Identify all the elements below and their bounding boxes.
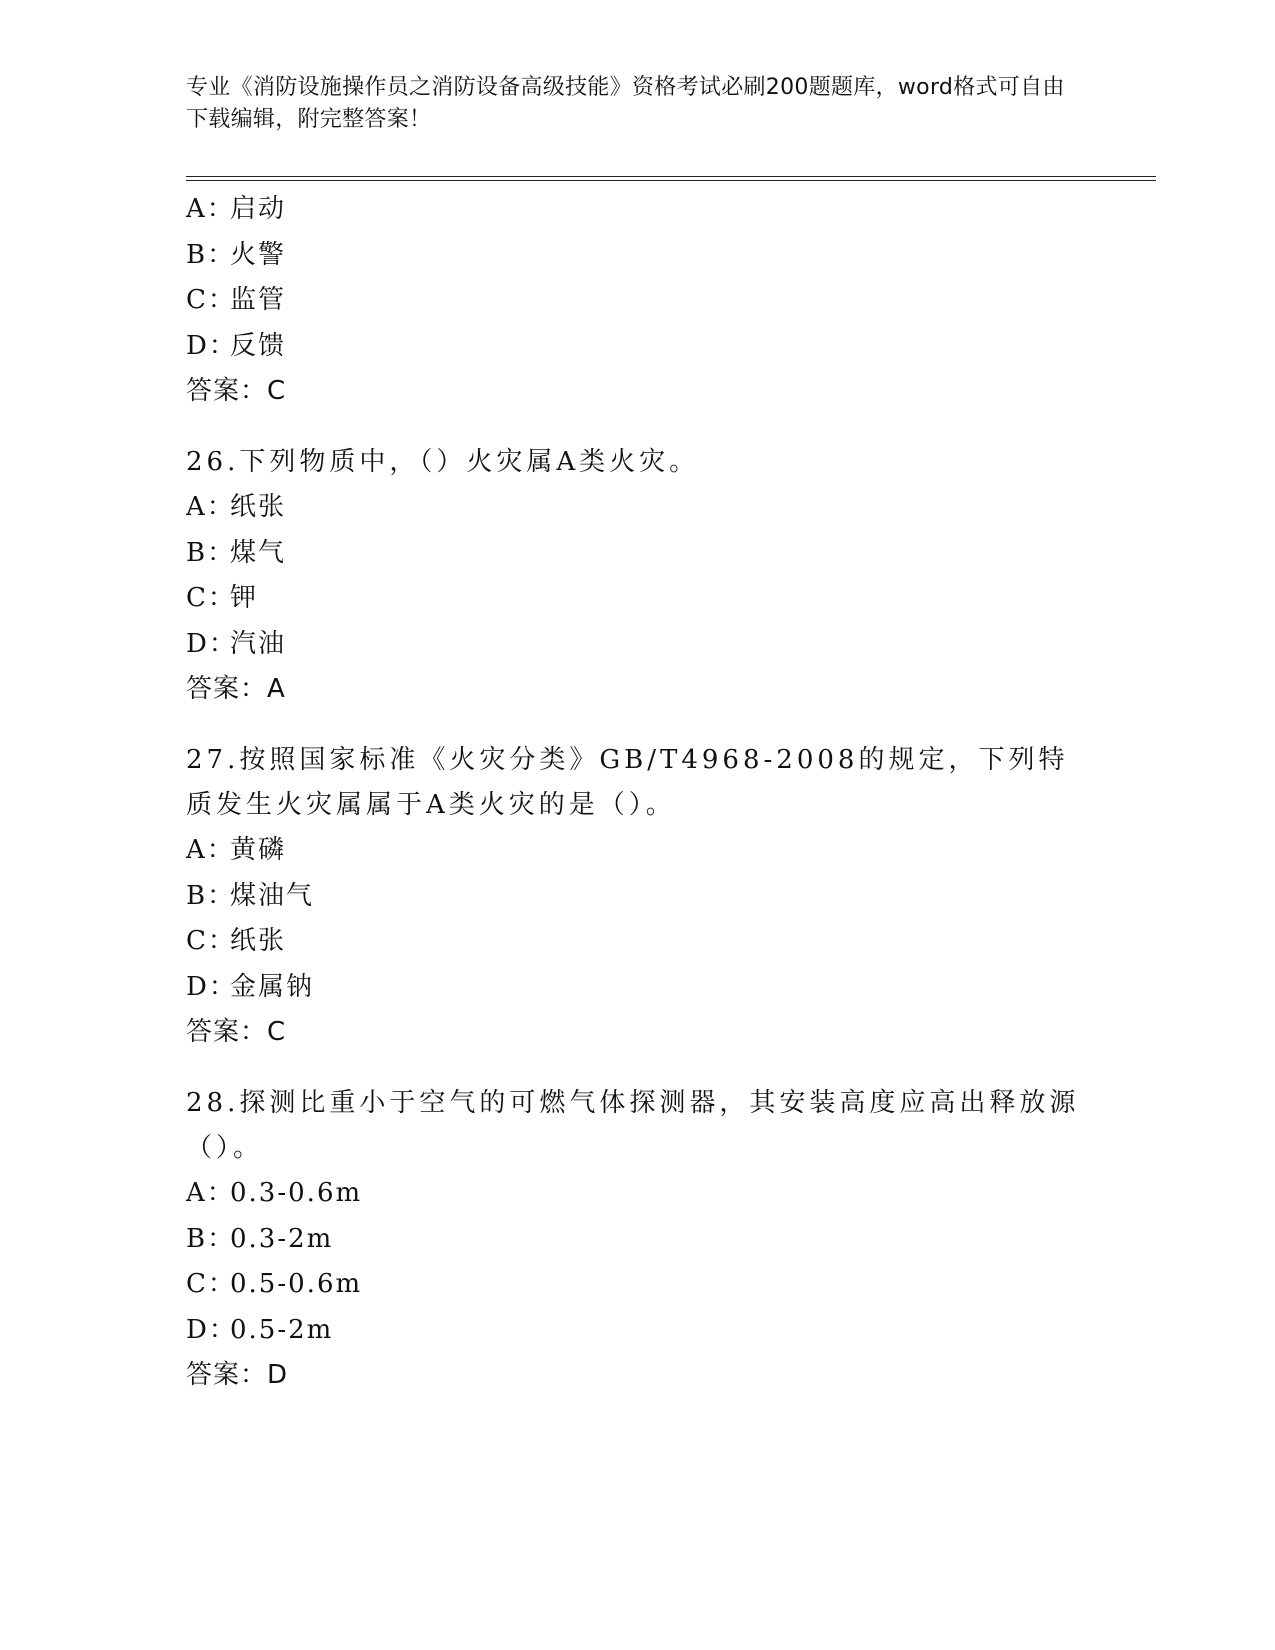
option-letter: A： xyxy=(186,835,235,865)
option-letter: D： xyxy=(186,330,237,361)
option-letter: A： xyxy=(186,492,235,522)
option-c xyxy=(186,278,1156,324)
option-c xyxy=(186,919,1156,965)
option-text: 钾 xyxy=(230,583,259,613)
option-letter: A： xyxy=(186,1178,235,1208)
answer-line: 答案：C xyxy=(186,1017,287,1047)
option-text: 0.3-0.6m xyxy=(230,1178,363,1208)
question-block-28 xyxy=(186,1081,1156,1398)
document-page xyxy=(186,72,1156,1424)
option-d xyxy=(186,324,1156,370)
question-text: 26.下列物质中，（）火灾属A类火灾。 xyxy=(186,447,700,477)
option-a xyxy=(186,187,1156,233)
option-text: 0.5-0.6m xyxy=(230,1269,363,1299)
answer-line: 答案：A xyxy=(186,674,286,704)
option-text: 纸张 xyxy=(230,926,287,956)
option-text: 煤油气 xyxy=(230,880,315,911)
option-text: 反馈 xyxy=(230,330,287,361)
option-d xyxy=(186,1308,1156,1354)
answer-line: 答案：D xyxy=(186,1360,289,1390)
option-text: 黄磷 xyxy=(230,835,287,865)
option-letter: C： xyxy=(186,926,236,956)
option-text: 煤气 xyxy=(230,537,287,568)
question-text: 28.探测比重小于空气的可燃气体探测器，其安装高度应高出释放源（）。 xyxy=(186,1088,1080,1163)
option-letter: B： xyxy=(186,537,236,568)
option-text: 金属钠 xyxy=(230,971,315,1002)
option-text: 汽油 xyxy=(230,628,287,659)
option-text: 启动 xyxy=(230,194,287,224)
option-b xyxy=(186,1217,1156,1263)
option-letter: C： xyxy=(186,1269,236,1299)
option-b xyxy=(186,874,1156,920)
option-a xyxy=(186,485,1156,531)
option-d xyxy=(186,622,1156,668)
option-text: 0.3-2m xyxy=(230,1223,334,1254)
option-text: 火警 xyxy=(230,239,287,270)
option-text: 监管 xyxy=(230,285,287,315)
question-block-25 xyxy=(186,187,1156,414)
option-letter: B： xyxy=(186,239,236,270)
option-b xyxy=(186,233,1156,279)
option-letter: D： xyxy=(186,1314,237,1345)
option-letter: C： xyxy=(186,583,236,613)
option-c xyxy=(186,576,1156,622)
option-a xyxy=(186,828,1156,874)
option-letter: D： xyxy=(186,971,237,1002)
option-text: 0.5-2m xyxy=(230,1314,334,1345)
option-b xyxy=(186,531,1156,577)
option-text: 纸张 xyxy=(230,492,287,522)
option-a xyxy=(186,1171,1156,1217)
question-text: 27.按照国家标准《火灾分类》GB/T4968-2008的规定，下列特质发生火灾属属于A类火灾的是（）。 xyxy=(186,745,1069,820)
option-letter: D： xyxy=(186,628,237,659)
header-divider xyxy=(186,176,1156,181)
question-block-26 xyxy=(186,440,1156,712)
option-letter: A： xyxy=(186,194,235,224)
answer-line: 答案：C xyxy=(186,376,287,406)
question-block-27 xyxy=(186,738,1156,1055)
question-list xyxy=(186,187,1156,1398)
option-letter: B： xyxy=(186,1223,236,1254)
option-letter: C： xyxy=(186,285,236,315)
option-letter: B： xyxy=(186,880,236,911)
document-header: 专业《消防设施操作员之消防设备高级技能》资格考试必刷200题题库，word格式可自由下载编辑，附完整答案！ xyxy=(186,75,1065,132)
option-c xyxy=(186,1262,1156,1308)
option-d xyxy=(186,965,1156,1011)
